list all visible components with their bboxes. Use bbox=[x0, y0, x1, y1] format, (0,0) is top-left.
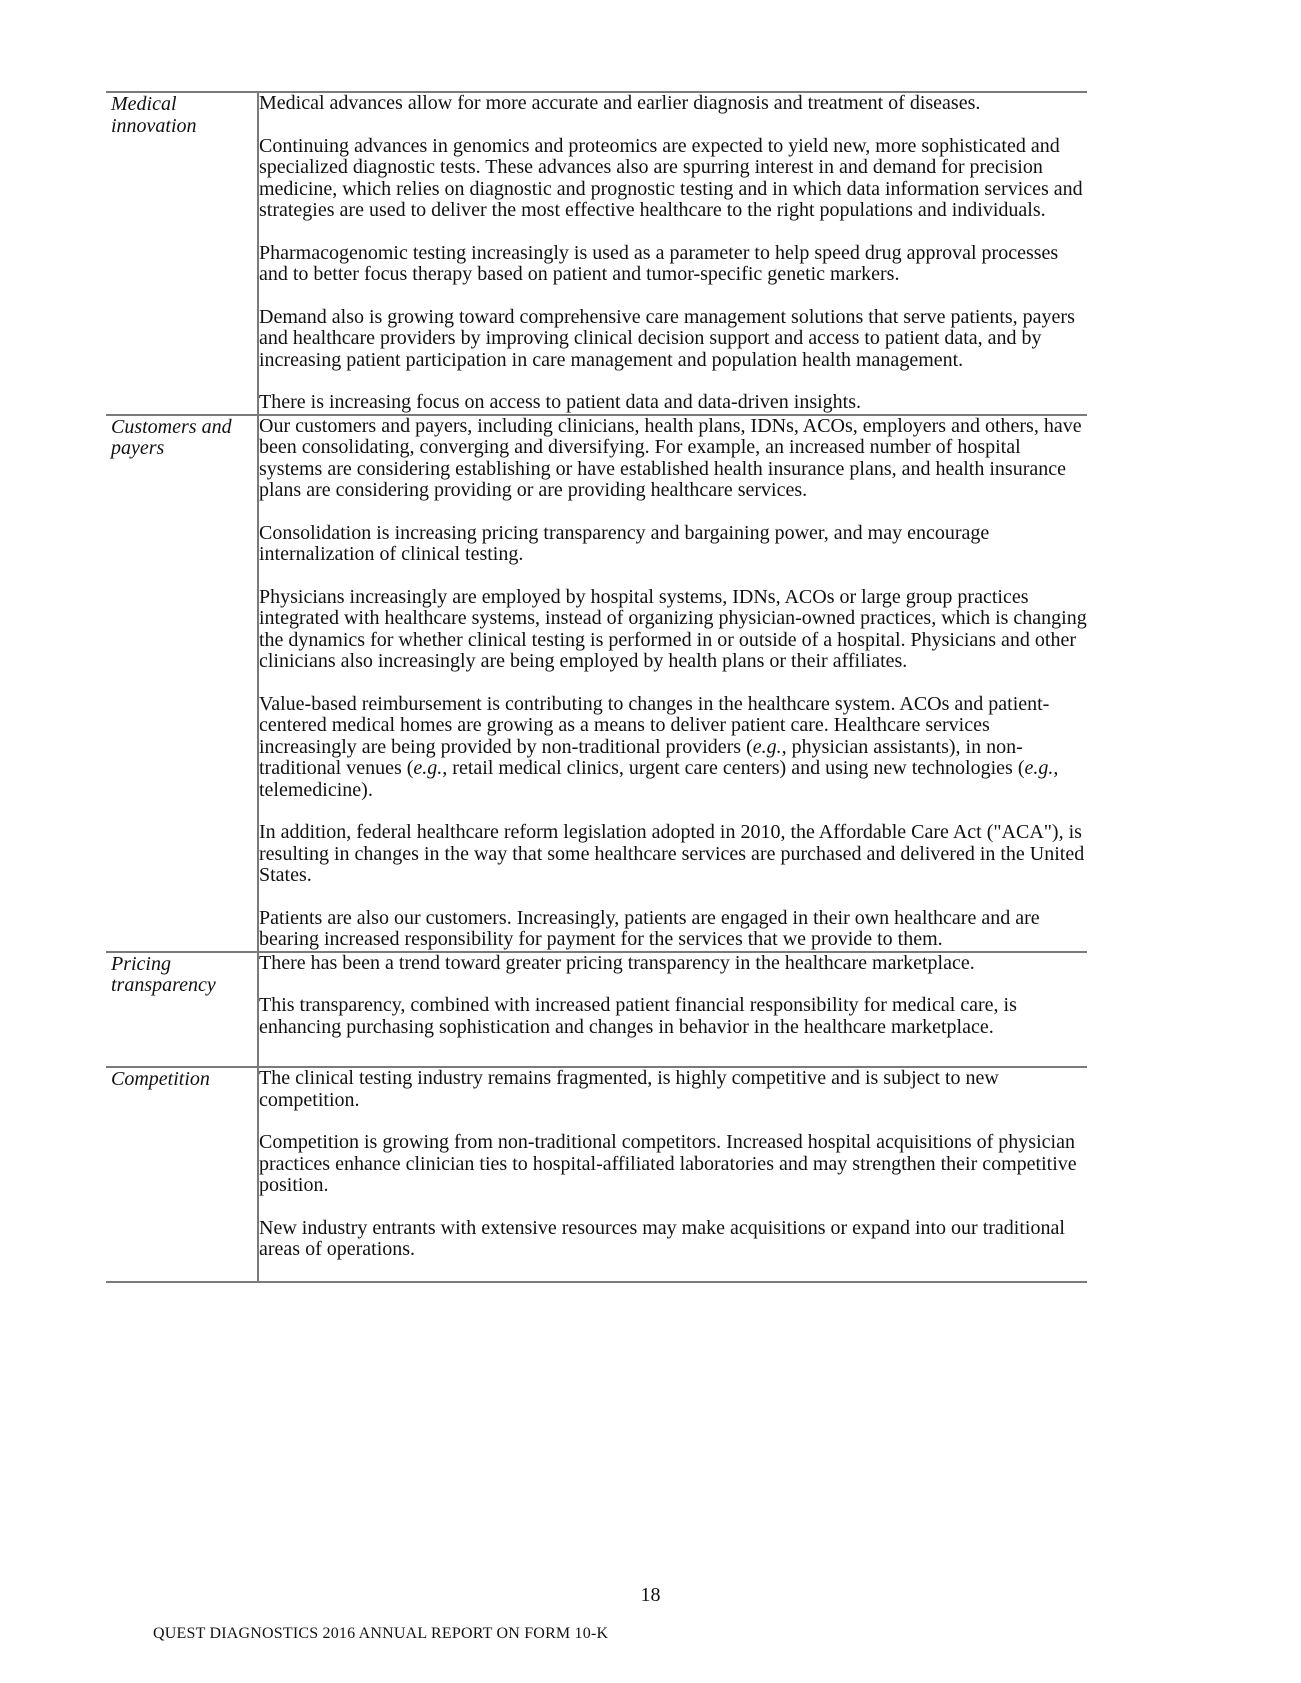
page-number: 18 bbox=[640, 1584, 661, 1606]
trend-paragraph: Value-based reimbursement is contributing to changes in the healthcare system. ACOs and patient-centered medical homes are growing as a means to deliver patient care. Healthcare services increasingly are being provided by non-traditional providers (e.g., physician assistants), in non-traditional venues (e.g., retail medical clinics, urgent care centers) and using new technologies (e.g., telemedicine). bbox=[259, 692, 1059, 801]
trend-label: Competition bbox=[111, 1068, 210, 1090]
trend-label-cell bbox=[106, 415, 258, 952]
report-footer: QUEST DIAGNOSTICS 2016 ANNUAL REPORT ON FORM 10-K bbox=[153, 1625, 609, 1642]
trend-label-cell bbox=[106, 952, 258, 1068]
trend-description-cell bbox=[258, 952, 1087, 1068]
trend-label: Customers and payers bbox=[111, 415, 232, 459]
trend-label: Medical innovation bbox=[111, 93, 197, 137]
trend-paragraph: Pharmacogenomic testing increasingly is used as a parameter to help speed drug approval processes and to better focus therapy based on patient and tumor-specific genetic markers. bbox=[259, 241, 1059, 285]
trend-label-cell bbox=[106, 1067, 258, 1282]
trend-label-cell bbox=[106, 92, 258, 415]
trend-paragraph: Our customers and payers, including clinicians, health plans, IDNs, ACOs, employers and others, have been consolidating, converging and diversifying. For example, an increased number of hospital systems are considering establishing or have established health insurance plans, and health insurance plans are considering providing or are providing healthcare services. bbox=[259, 414, 1082, 501]
trend-description-cell bbox=[258, 92, 1087, 415]
trend-paragraph: There has been a trend toward greater pricing transparency in the healthcare marketplace. bbox=[259, 951, 975, 974]
trend-paragraph: Medical advances allow for more accurate and earlier diagnosis and treatment of diseases. bbox=[259, 92, 981, 114]
trend-paragraph: There is increasing focus on access to patient data and data-driven insights. bbox=[259, 391, 862, 413]
trend-paragraph: Consolidation is increasing pricing transparency and bargaining power, and may encourage internalization of clinical testing. bbox=[259, 521, 990, 565]
trend-paragraph: This transparency, combined with increased patient financial responsibility for medical care, is enhancing purchasing sophistication and changes in behavior in the healthcare marketplace. bbox=[259, 994, 1017, 1038]
trend-paragraph: Patients are also our customers. Increasingly, patients are engaged in their own healthcare and are bearing increased responsibility for payment for the services that we provide to them. bbox=[259, 906, 1040, 950]
industry-trends-table bbox=[106, 91, 1087, 1283]
trend-label: Pricing transparency bbox=[111, 952, 216, 996]
trend-row-competition bbox=[106, 1067, 1087, 1282]
trend-paragraph: In addition, federal healthcare reform legislation adopted in 2010, the Affordable Care Act ("ACA"), is resulting in changes in the way that some healthcare services are purchased and delivered in the United States. bbox=[259, 821, 1085, 886]
trend-paragraph: New industry entrants with extensive resources may make acquisitions or expand into our traditional areas of operations. bbox=[259, 1216, 1065, 1260]
trend-paragraph: Competition is growing from non-traditional competitors. Increased hospital acquisitions of physician practices enhance clinician ties to hospital-affiliated laboratories and may strengthen their competitive position. bbox=[259, 1131, 1077, 1196]
trend-row-pricing-transparency bbox=[106, 952, 1087, 1068]
trend-paragraph: Physicians increasingly are employed by hospital systems, IDNs, ACOs or large group practices integrated with healthcare systems, instead of organizing physician-owned practices, which is changing the dynamics for whether clinical testing is performed in or outside of a hospital. Physicians and other clinicians also increasingly are being employed by health plans or their affiliates. bbox=[259, 585, 1087, 672]
trend-paragraph: The clinical testing industry remains fragmented, is highly competitive and is subject to new competition. bbox=[259, 1067, 999, 1111]
trend-row-customers-and-payers bbox=[106, 415, 1087, 952]
trend-description-cell bbox=[258, 415, 1087, 952]
trend-paragraph: Demand also is growing toward comprehensive care management solutions that serve patients, payers and healthcare providers by improving clinical decision support and access to patient data, and by increasing patient participation in care management and population health management. bbox=[259, 305, 1075, 371]
trend-row-medical-innovation bbox=[106, 92, 1087, 415]
trend-description-cell bbox=[258, 1067, 1087, 1282]
trend-paragraph: Continuing advances in genomics and proteomics are expected to yield new, more sophisticated and specialized diagnostic tests. These advances also are spurring interest in and demand for precision medicine, which relies on diagnostic and prognostic testing and in which data information services and strategies are used to deliver the most effective healthcare to the right populations and individuals. bbox=[259, 134, 1083, 221]
